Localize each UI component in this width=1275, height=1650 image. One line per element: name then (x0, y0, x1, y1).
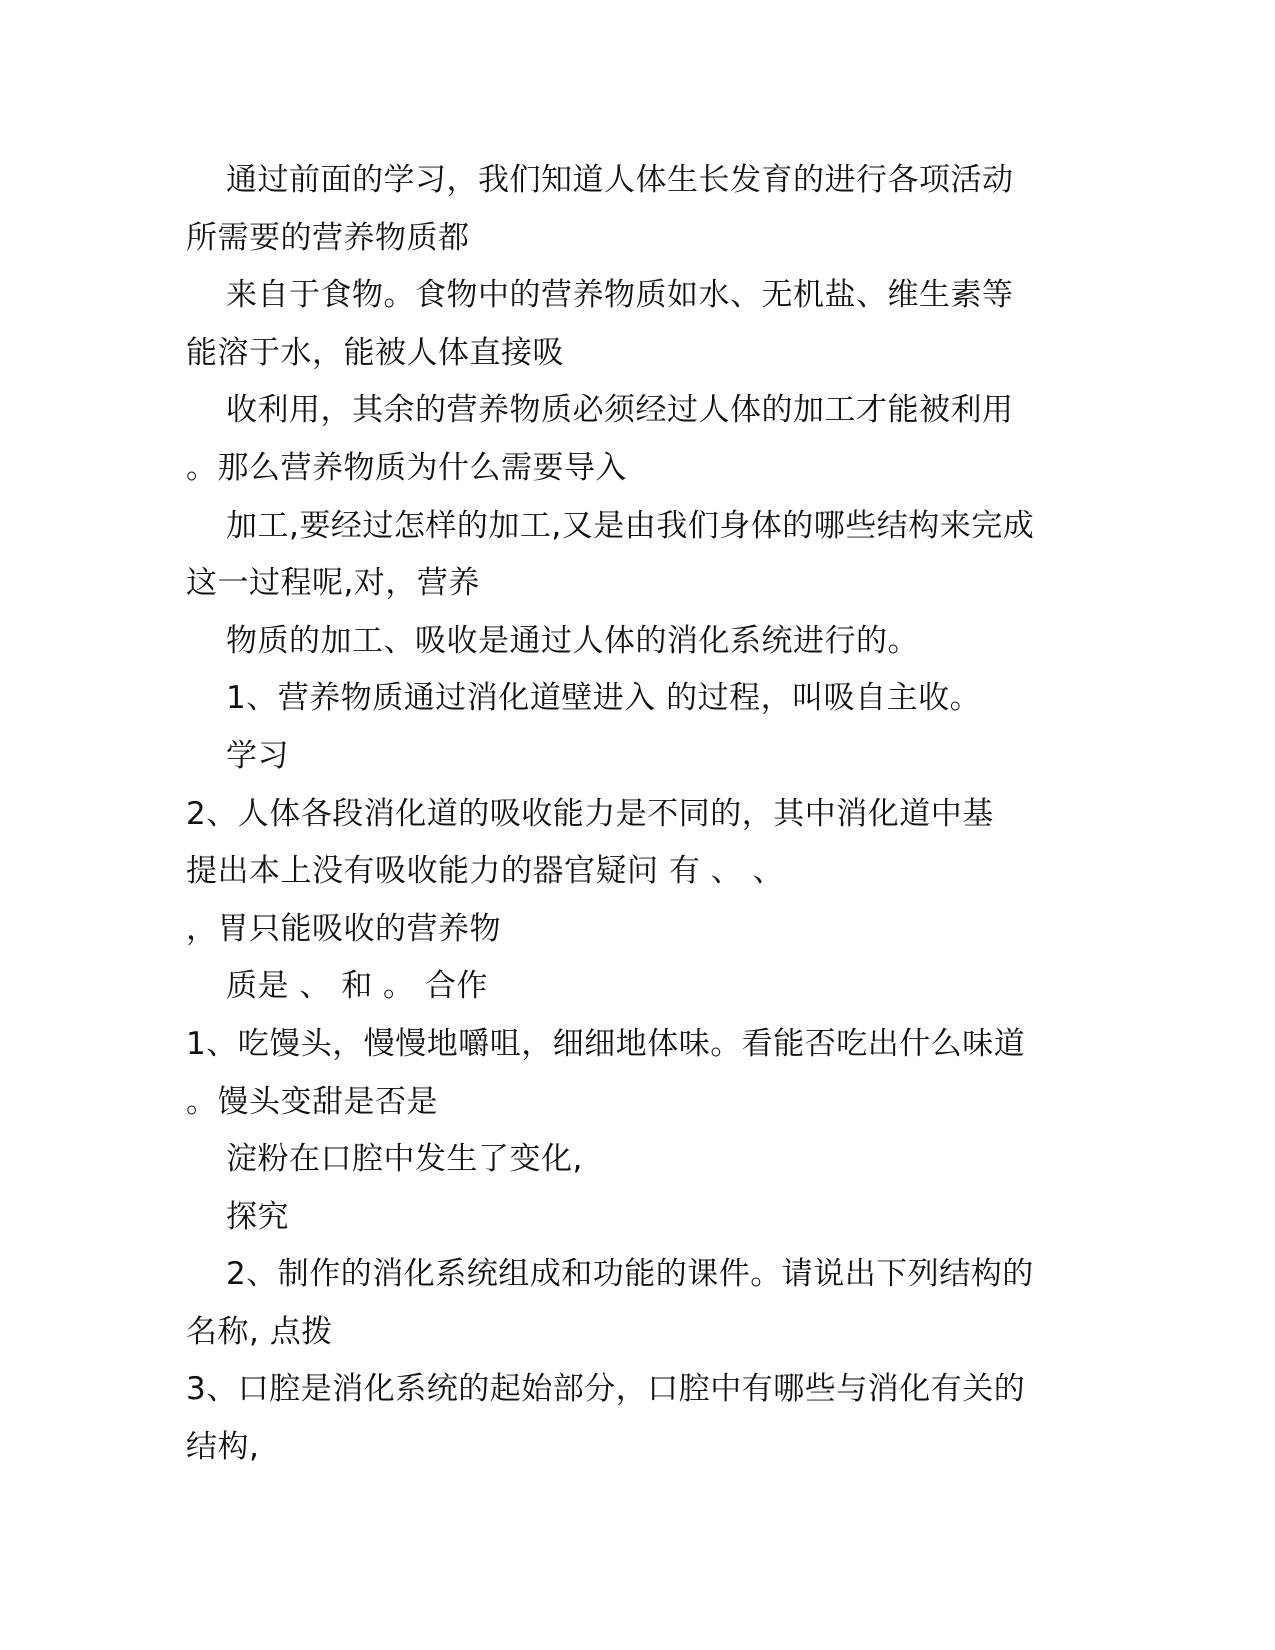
text-line: 2、制作的消化系统组成和功能的课件。请说出下列结构的 (226, 1256, 1034, 1293)
text-line: 能溶于水，能被人体直接吸 (186, 334, 564, 371)
text-line: 探究 (226, 1198, 289, 1235)
text-line: 3、口腔是消化系统的起始部分，口腔中有哪些与消化有关的 (186, 1371, 1026, 1408)
text-line: 1、营养物质通过消化道壁进入 的过程，叫吸自主收。 (226, 680, 982, 717)
text-line: ，胃只能吸收的营养物 (186, 910, 501, 947)
text-line: 这一过程呢,对，营养 (186, 565, 480, 602)
text-line: 物质的加工、吸收是通过人体的消化系统进行的。 (226, 622, 919, 659)
text-line: 加工,要经过怎样的加工,又是由我们身体的哪些结构来完成 (226, 507, 1035, 544)
text-line: 2、人体各段消化道的吸收能力是不同的，其中消化道中基 (186, 795, 994, 832)
text-line: 淀粉在口腔中发生了变化, (226, 1141, 583, 1178)
text-line: 提出本上没有吸收能力的器官疑问 有 、 、 (186, 853, 785, 890)
text-line: 名称, 点拨 (186, 1313, 333, 1350)
text-line: 质是 、 和 。 合作 (226, 968, 488, 1005)
text-line: 学习 (226, 737, 289, 774)
text-line: 。那么营养物质为什么需要导入 (186, 449, 627, 486)
text-line: 结构, (186, 1429, 260, 1466)
body-text (186, 152, 1086, 1477)
text-line: 通过前面的学习，我们知道人体生长发育的进行各项活动 (226, 162, 1014, 198)
text-line: 来自于食物。食物中的营养物质如水、无机盐、维生素等 (226, 277, 1014, 314)
text-line: 所需要的营养物质都 (186, 219, 470, 256)
text-line: 1、吃馒头，慢慢地嚼咀，细细地体味。看能否吃出什么味道 (186, 1025, 1026, 1062)
text-line: 收利用，其余的营养物质必须经过人体的加工才能被利用 (226, 392, 1014, 429)
text-line: 。馒头变甜是否是 (186, 1083, 438, 1120)
